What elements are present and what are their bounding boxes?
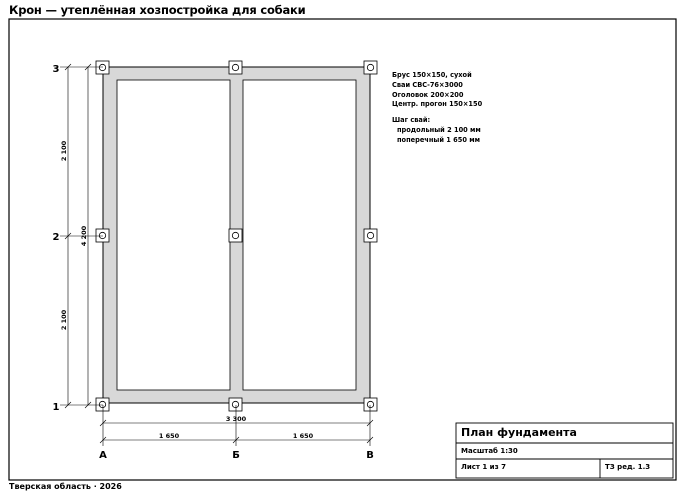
- stamp-title: План фундамента: [461, 426, 577, 439]
- dim-left-top: 2 100: [60, 140, 68, 162]
- right-opening: [243, 80, 356, 390]
- left-opening: [117, 80, 230, 390]
- note-line: Сваи СВС-76×3000: [392, 80, 463, 89]
- construction-notes: [392, 71, 482, 146]
- pile-step-transverse: поперечный 1 650 мм: [397, 135, 480, 144]
- axis-row-3-label: 3: [52, 64, 60, 75]
- dim-bottom-left: 1 650: [158, 432, 180, 440]
- axis-row-2-label: 2: [52, 232, 60, 243]
- pile-step-title: Шаг свай:: [392, 116, 431, 125]
- stamp-code: ТЗ ред. 1.3: [605, 463, 651, 471]
- dim-bottom-right: 1 650: [292, 432, 314, 440]
- drawing-title: Крон — утеплённая хозпостройка для собаки: [9, 3, 306, 17]
- note-line: Оголовок 200×200: [392, 90, 464, 99]
- axis-row-1-label: 1: [52, 402, 60, 413]
- dim-left-bottom: 2 100: [60, 309, 68, 331]
- stamp-sheet: Лист 1 из 7: [461, 463, 506, 471]
- note-line: Центр. прогон 150×150: [392, 100, 483, 109]
- axis-col-b-label: Б: [232, 450, 240, 461]
- stamp-scale: Масштаб 1:30: [461, 447, 518, 455]
- axis-col-v-label: В: [366, 450, 374, 461]
- dim-bottom-total: 3 300: [225, 415, 247, 423]
- dim-left-total: 4 200: [80, 225, 88, 247]
- axis-col-a-label: А: [99, 450, 107, 461]
- footer-location: Тверская область · 2026: [9, 482, 122, 491]
- note-line: Брус 150×150, сухой: [392, 71, 472, 79]
- pile-step-longitudinal: продольный 2 100 мм: [397, 125, 481, 134]
